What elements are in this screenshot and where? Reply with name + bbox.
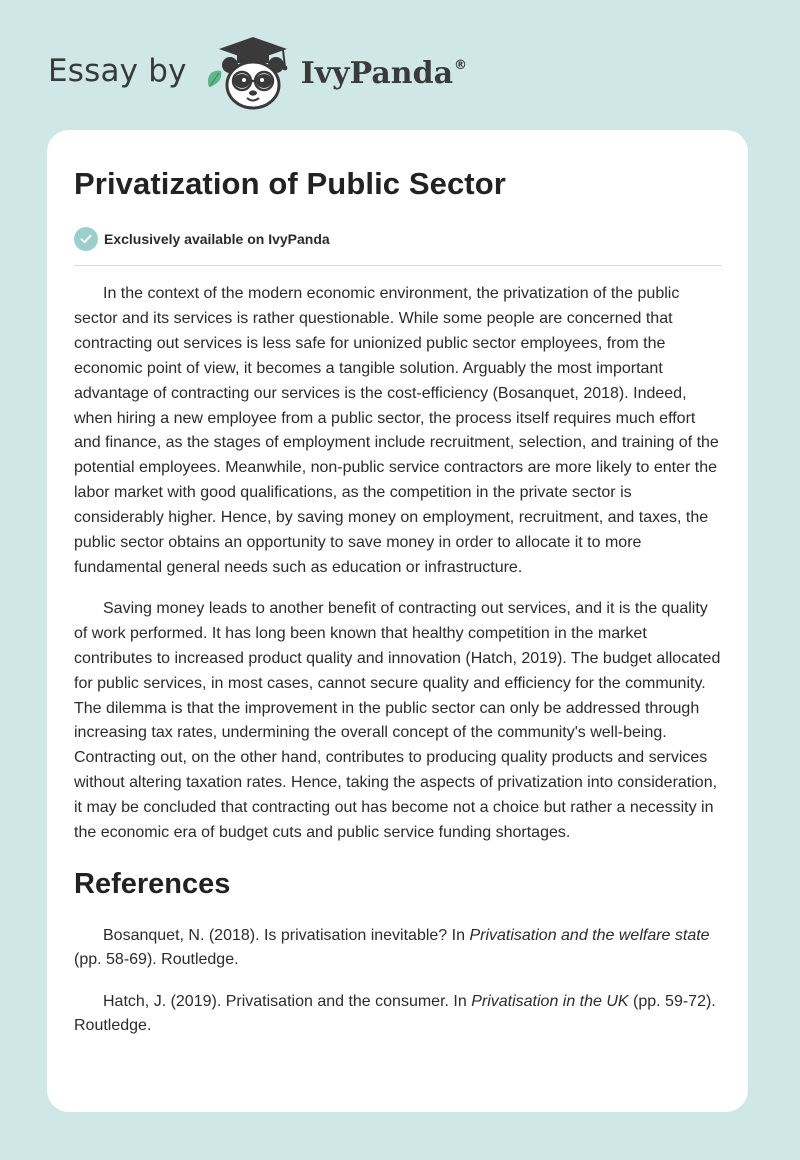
reference-text: Hatch, J. (2019). Privatisation and the consumer. In	[103, 992, 472, 1010]
trademark-symbol: ®	[454, 57, 468, 73]
title-divider	[74, 265, 722, 266]
references-heading: References	[74, 867, 231, 900]
site-header	[48, 34, 467, 114]
body-paragraph: Saving money leads to another benefit of contracting out services, and it is the quality of work performed. It has long been known that healthy competition in the market contributes to increased product quality and innovation (Hatch, 2019). The budget allocated for public services, in most cases, cannot secure quality and efficiency for the community. The dilemma is that the improvement in the public sector can only be addressed through increasing tax rates, undermining the overall concept of the community's well-being. Contracting out, on the other hand, contributes to producing quality products and services without altering taxation rates. Hence, taking the aspects of privatization into consideration, it may be concluded that contracting out has become not a choice but rather a necessity in the economic era of budget cuts and public service funding shortages.	[74, 599, 721, 842]
reference-text: Bosanquet, N. (2018). Is privatisation inevitable? In	[103, 926, 470, 944]
reference-book-title: Privatisation in the UK	[471, 992, 629, 1010]
exclusive-badge	[74, 226, 722, 252]
reference-item	[74, 924, 722, 973]
badge-text: Exclusively available on IvyPanda	[104, 231, 330, 247]
essay-card	[47, 130, 748, 1112]
page-title: Privatization of Public Sector	[74, 166, 506, 201]
brand-name[interactable]	[301, 56, 467, 91]
reference-item	[74, 990, 722, 1039]
brand-prefix: Essay by	[48, 53, 187, 89]
reference-text: (pp. 58-69). Routledge.	[74, 951, 239, 969]
panda-graduate-logo-icon[interactable]	[203, 35, 295, 113]
reference-text: (pp. 59-72). Routledge.	[74, 992, 716, 1035]
body-paragraph: In the context of the modern economic environment, the privatization of the public sector and its services is rather questionable. While some people are concerned that contracting out services is less safe for unionized public sector employees, from the economic point of view, it becomes a tangible solution. Arguably the most important advantage of contracting our services is the cost-efficiency (Bosanquet, 2018). Indeed, when hiring a new employee from a public sector, the process itself requires much effort and finance, as the stages of employment include recruitment, selection, and training of the potential employees. Meanwhile, non-public service contractors are more likely to enter the labor market with good qualifications, as the competition in the private sector is considerably higher. Hence, by saving money on employment, recruitment, and taxes, the public sector obtains an opportunity to save money in order to allocate it to more fundamental general needs such as education or infrastructure.	[74, 285, 719, 576]
brand-name-text: IvyPanda	[300, 55, 454, 91]
check-circle-icon	[74, 227, 98, 251]
reference-book-title: Privatisation and the welfare state	[469, 926, 710, 944]
